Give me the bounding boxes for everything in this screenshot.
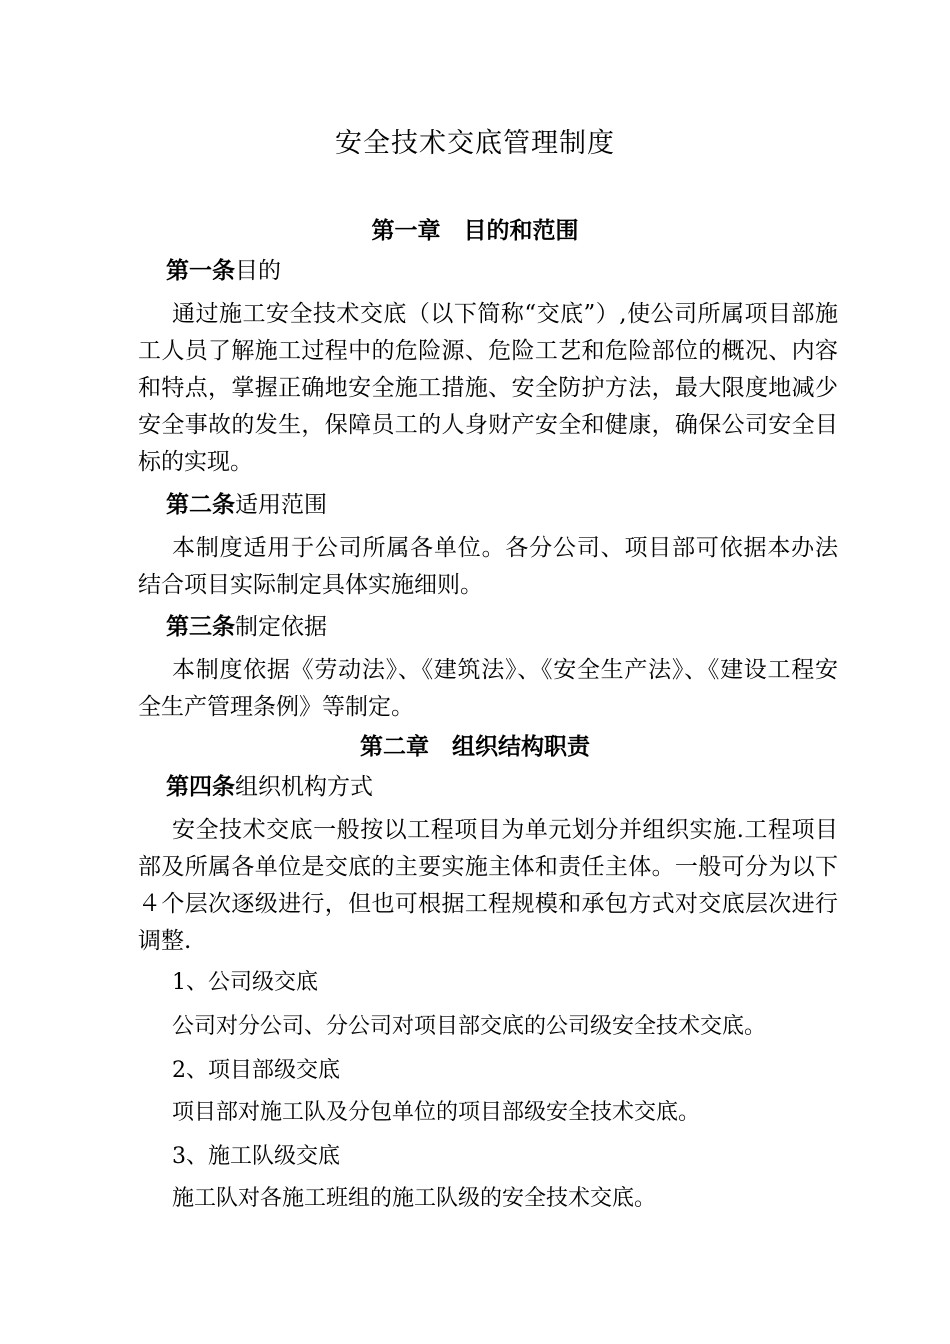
chapter-2-heading: 第二章 组织结构职责 bbox=[360, 734, 590, 760]
chapter-1-heading: 第一章 目的和范围 bbox=[371, 218, 579, 244]
article-name: 适用范围 bbox=[235, 492, 327, 518]
article-label: 第二条 bbox=[166, 492, 235, 518]
article-3-heading bbox=[166, 610, 327, 644]
article-2-text: 本制度适用于公司所属各单位。各分公司、项目部可依据本办法结合项目实际制定具体实施细则。 bbox=[138, 535, 838, 598]
article-4-heading bbox=[166, 770, 373, 804]
article-label: 第四条 bbox=[166, 774, 235, 800]
article-name: 组织机构方式 bbox=[235, 774, 373, 800]
article-name: 目的 bbox=[235, 258, 281, 284]
article-2-heading bbox=[166, 488, 327, 522]
level-3-desc: 施工队对各施工班组的施工队级的安全技术交底。 bbox=[172, 1186, 657, 1211]
level-2-desc: 项目部对施工队及分包单位的项目部级安全技术交底。 bbox=[172, 1100, 701, 1125]
document-title: 安全技术交底管理制度 bbox=[335, 128, 615, 159]
level-3-title: 3、施工队级交底 bbox=[172, 1144, 340, 1169]
level-1-desc: 公司对分公司、分公司对项目部交底的公司级安全技术交底。 bbox=[172, 1014, 767, 1039]
article-name: 制定依据 bbox=[235, 614, 327, 640]
level-1-title: 1、公司级交底 bbox=[172, 970, 318, 995]
article-1-heading bbox=[166, 254, 281, 288]
article-label: 第三条 bbox=[166, 614, 235, 640]
article-1-text: 通过施工安全技术交底（以下简称“交底”）,使公司所属项目部施工人员了解施工过程中的危险源、危险工艺和危险部位的概况、内容和特点，掌握正确地安全施工措施、安全防护方法，最大限度地减少安全事故的发生，保障员工的人身财产安全和健康，确保公司安全目标的实现。 bbox=[138, 301, 838, 475]
article-3-text: 本制度依据《劳动法》、《建筑法》、《安全生产法》、《建设工程安全生产管理条例》等制定。 bbox=[138, 657, 838, 720]
article-4-text: 安全技术交底一般按以工程项目为单元划分并组织实施.工程项目部及所属各单位是交底的主要实施主体和责任主体。一般可分为以下４个层次逐级进行，但也可根据工程规模和承包方式对交底层次进行调整. bbox=[138, 817, 838, 954]
article-label: 第一条 bbox=[166, 258, 235, 284]
level-2-title: 2、项目部级交底 bbox=[172, 1058, 340, 1083]
